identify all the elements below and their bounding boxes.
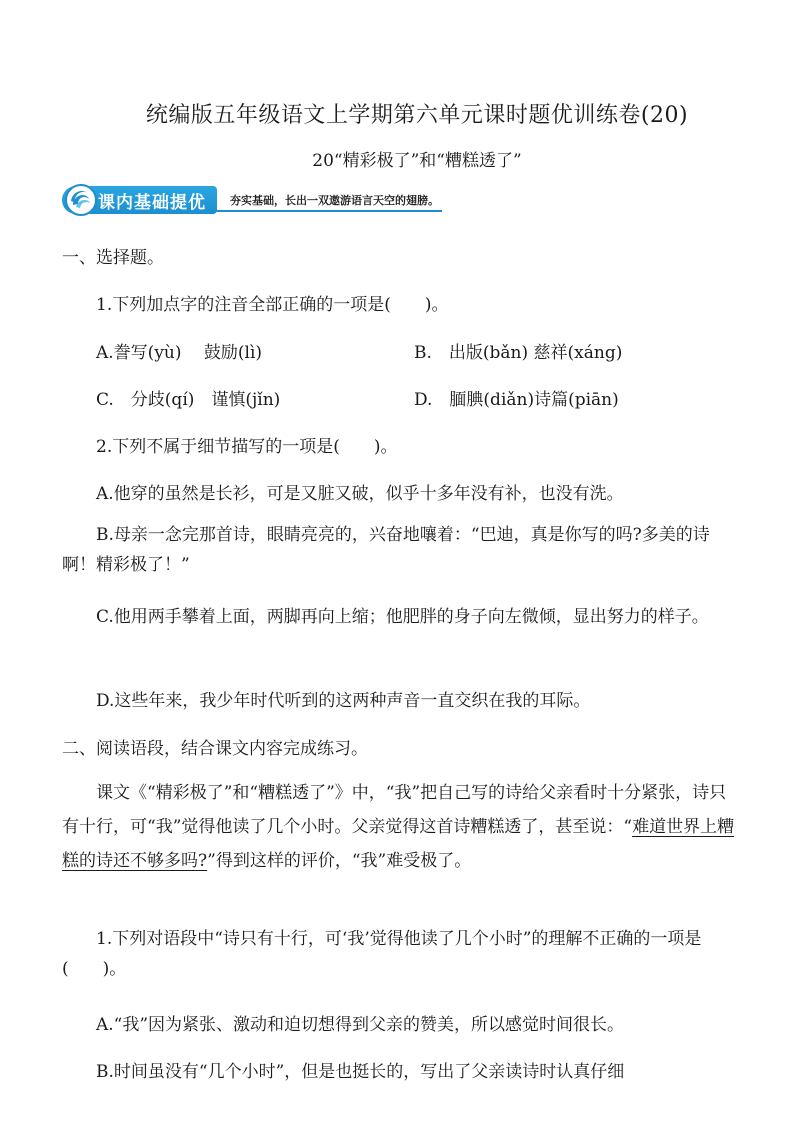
section1-heading: 一、选择题。: [62, 248, 164, 268]
q2-option-d: D.这些年来，我少年时代听到的这两种声音一直交织在我的耳际。: [96, 691, 591, 711]
q2-option-c: C.他用两手攀着上面，两脚再向上缩；他肥胖的身子向左微倾，显出努力的样子。: [96, 607, 709, 627]
s2-q1-option-a: A.“我”因为紧张、激动和迫切想得到父亲的赞美，所以感觉时间很长。: [96, 1015, 625, 1035]
section-banner: [62, 186, 442, 216]
passage-underlined-quote: 难道世界上糟糕的诗还不够多吗?: [62, 817, 735, 871]
banner-motto: 夯实基础，长出一双遨游语言天空的翅膀。: [230, 194, 439, 207]
q2-option-a: A.他穿的虽然是长衫，可是又脏又破，似乎十多年没有补，也没有洗。: [96, 484, 624, 504]
lesson-subtitle: 20“精彩极了”和“糟糕透了”: [312, 151, 522, 171]
page-title: 统编版五年级语文上学期第六单元课时题优训练卷(20): [145, 103, 689, 128]
q1-option-d: D. 腼腆(diǎn)诗篇(piān): [414, 390, 619, 410]
passage-text-after: ”得到这样的评价，“我”难受极了。: [207, 851, 472, 871]
q2-stem: 2.下列不属于细节描写的一项是( )。: [96, 437, 398, 457]
q1-option-b: B. 出版(bǎn) 慈祥(xáng): [414, 343, 623, 363]
s2-q1-option-b: B.时间虽没有“几个小时”，但是也挺长的，写出了父亲读诗时认真仔细: [96, 1062, 625, 1082]
section2-heading: 二、阅读语段，结合课文内容完成练习。: [62, 739, 368, 759]
passage-text-before: 课文《“精彩极了”和“糟糕透了”》中，“我”把自己写的诗给父亲看时十分紧张，诗只有十行，可“我”觉得他读了几个小时。父亲觉得这首诗糟糕透了，甚至说：“: [62, 783, 727, 837]
banner-underline: [207, 210, 442, 212]
q1-stem: 1.下列加点字的注音全部正确的一项是( )。: [96, 295, 449, 315]
q1-option-c: C. 分歧(qí) 谨慎(jǐn): [96, 390, 281, 410]
q2-option-b: B.母亲一念完那首诗，眼睛亮亮的，兴奋地嚷着：“巴迪，真是你写的吗?多美的诗啊！精彩极了！”: [62, 525, 710, 575]
swirl-logo-icon: [64, 183, 98, 217]
banner-label: 课内基础提优: [98, 193, 206, 213]
reading-passage: [62, 776, 742, 878]
q1-option-a: A.誊写(yù) 鼓励(lì): [96, 343, 263, 363]
s2-q1-stem: 1.下列对语段中“诗只有十行，可‘我’觉得他读了几个小时”的理解不正确的一项是( )。: [62, 929, 702, 979]
